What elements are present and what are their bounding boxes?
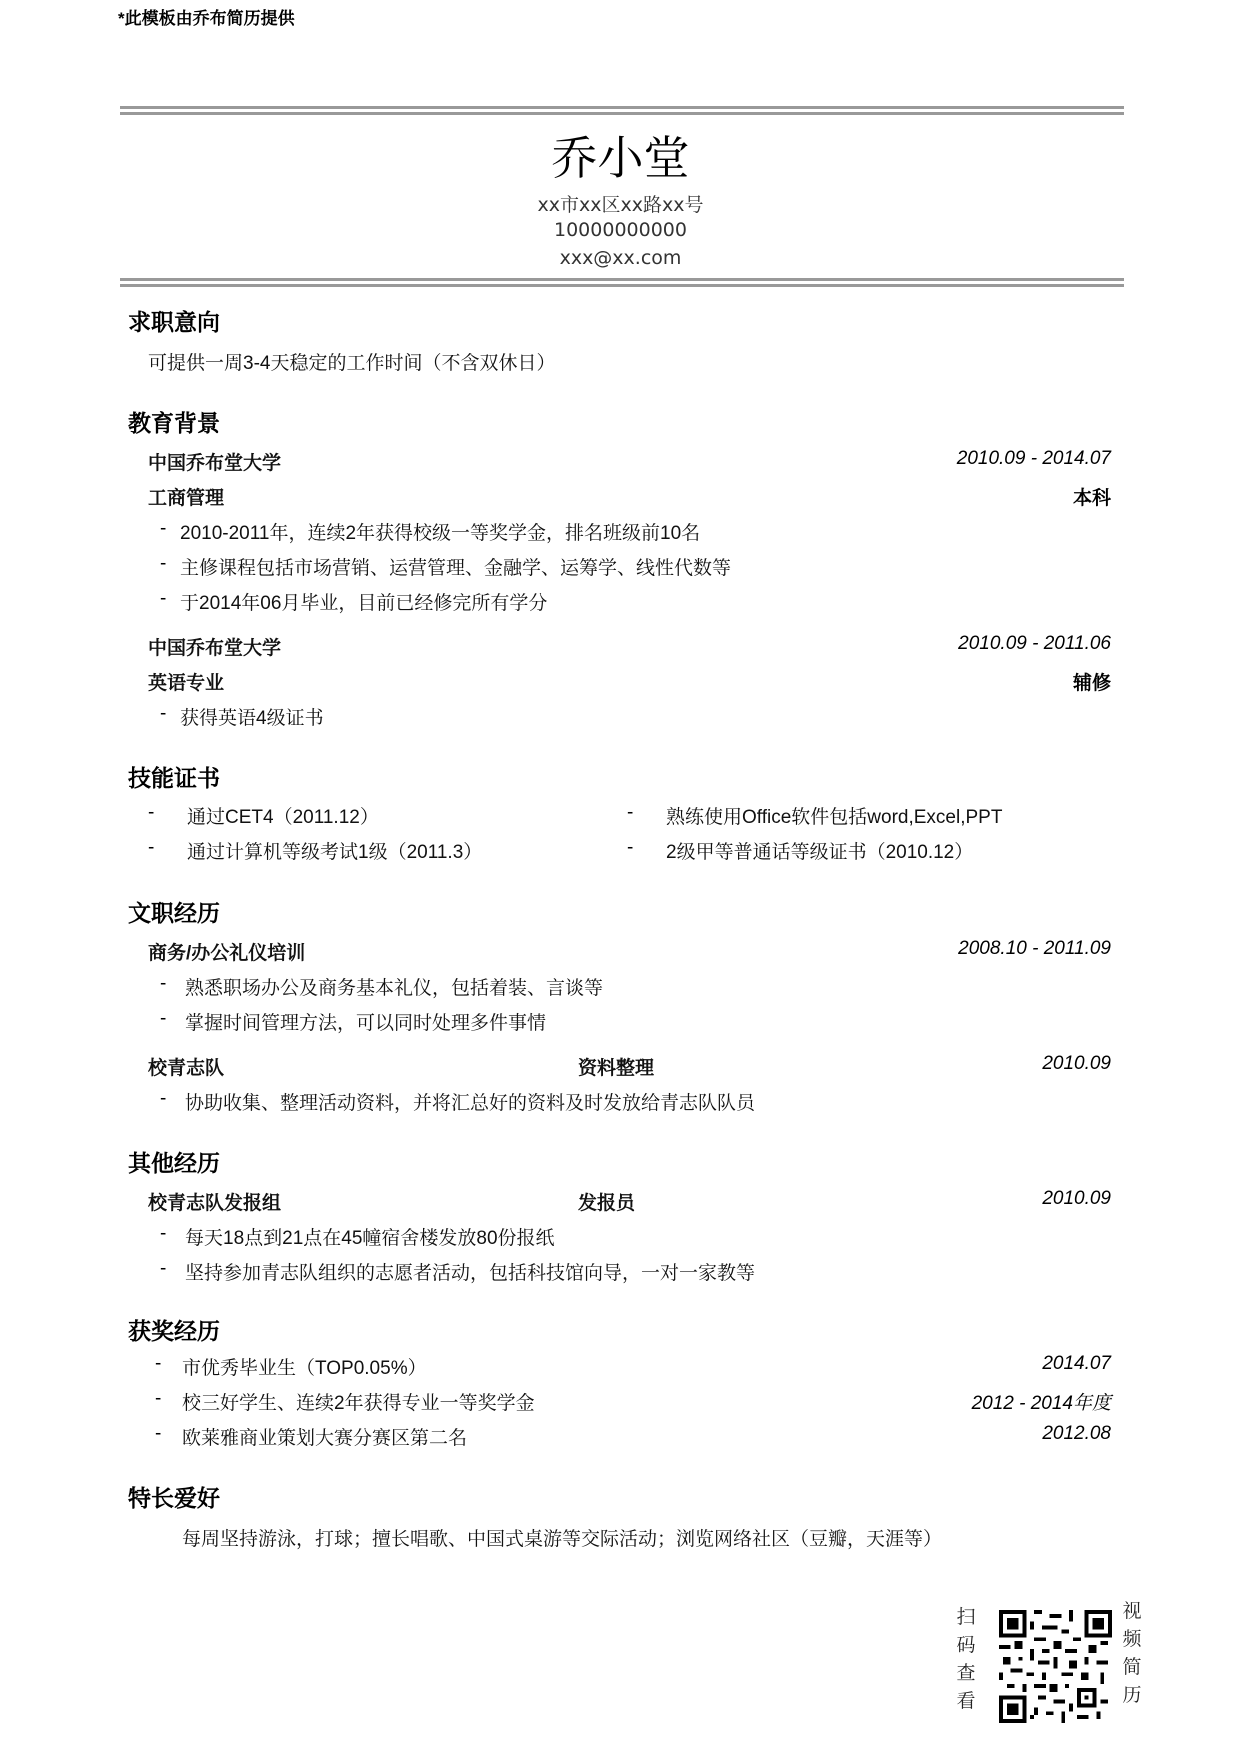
exp-bullet: 每天18点到21点在45幢宿舍楼发放80份报纸 [185,1228,555,1249]
award-item: 校三好学生、连续2年获得专业一等奖学金 [182,1393,535,1414]
exp-org: 校青志队 [148,1058,225,1079]
video-resume-label-char: 频 [1122,1628,1142,1650]
email: xxx@xx.com [559,247,682,269]
bullet-dash: - [160,1088,167,1109]
bullet-dash: - [155,1423,162,1444]
edu-major: 英语专业 [148,673,225,694]
edu-date: 2010.09 - 2014.07 [956,448,1111,469]
edu-bullet: 于2014年06月毕业，目前已经修完所有学分 [180,593,548,614]
phone: 10000000000 [554,219,687,241]
edu-bullet: 主修课程包括市场营销、运营管理、金融学、运筹学、线性代数等 [180,558,732,579]
exp-role: 资料整理 [578,1058,655,1079]
exp-date: 2010.09 [1042,1188,1111,1209]
award-item: 市优秀毕业生（TOP0.05%） [182,1358,427,1379]
template-notice: *此模板由乔布简历提供 [118,9,295,28]
edu-bullet: 获得英语4级证书 [180,708,324,729]
award-item: 欧莱雅商业策划大赛分赛区第二名 [182,1428,468,1449]
video-resume-label-char: 视 [1122,1600,1142,1622]
section-title-clerical: 文职经历 [128,900,220,926]
candidate-name: 乔小堂 [551,131,690,185]
edu-degree: 辅修 [1072,673,1111,694]
skill-item: 通过CET4（2011.12） [187,807,379,828]
exp-date: 2008.10 - 2011.09 [958,938,1111,959]
header-rule-top-1 [120,106,1124,109]
scan-label-char: 查 [956,1662,976,1684]
bullet-dash: - [160,973,167,994]
bullet-dash: - [155,1388,162,1409]
qr-code-icon[interactable] [999,1610,1112,1723]
exp-role: 发报员 [578,1193,636,1214]
section-title-awards: 获奖经历 [128,1318,220,1344]
section-title-skills: 技能证书 [128,765,220,791]
edu-bullet: 2010-2011年，连续2年获得校级一等奖学金，排名班级前10名 [180,523,701,544]
exp-org: 校青志队发报组 [148,1193,282,1214]
bullet-dash: - [148,837,155,858]
bullet-dash: - [627,837,634,858]
edu-school: 中国乔布堂大学 [148,638,282,659]
video-resume-label-char: 简 [1122,1656,1142,1678]
exp-bullet: 坚持参加青志队组织的志愿者活动，包括科技馆向导，一对一家教等 [185,1263,756,1284]
skill-item: 通过计算机等级考试1级（2011.3） [187,842,483,863]
bullet-dash: - [148,802,155,823]
section-title-hobbies: 特长爱好 [128,1485,220,1511]
bullet-dash: - [160,703,167,724]
bullet-dash: - [160,1223,167,1244]
exp-bullet: 掌握时间管理方法，可以同时处理多件事情 [185,1013,547,1034]
edu-school: 中国乔布堂大学 [148,453,282,474]
scan-label-char: 看 [956,1690,976,1712]
section-title-other: 其他经历 [128,1150,220,1176]
bullet-dash: - [155,1353,162,1374]
exp-org: 商务/办公礼仪培训 [148,943,306,964]
bullet-dash: - [160,1258,167,1279]
header-rule-top-2 [120,112,1124,115]
video-resume-label [1121,1597,1143,1709]
scan-label-char: 码 [956,1634,976,1656]
video-resume-label-char: 历 [1122,1684,1142,1706]
bullet-dash: - [627,802,634,823]
header-rule-bottom-1 [120,278,1124,281]
exp-bullet: 协助收集、整理活动资料，并将汇总好的资料及时发放给青志队队员 [185,1093,756,1114]
bullet-dash: - [160,518,167,539]
exp-date: 2010.09 [1042,1053,1111,1074]
bullet-dash: - [160,1008,167,1029]
edu-date: 2010.09 - 2011.06 [958,633,1111,654]
bullet-dash: - [160,553,167,574]
award-date: 2014.07 [1042,1353,1111,1374]
award-date: 2012.08 [1042,1423,1111,1444]
skill-item: 熟练使用Office软件包括word,Excel,PPT [666,807,1003,828]
skill-item: 2级甲等普通话等级证书（2010.12） [666,842,974,863]
exp-bullet: 熟悉职场办公及商务基本礼仪，包括着装、言谈等 [185,978,604,999]
hobbies-text: 每周坚持游泳，打球；擅长唱歌、中国式桌游等交际活动；浏览网络社区（豆瓣，天涯等） [182,1529,943,1550]
edu-major: 工商管理 [148,488,225,509]
scan-label [955,1603,977,1715]
section-title-education: 教育背景 [128,410,220,436]
address: xx市xx区xx路xx号 [537,194,704,216]
award-date: 2012 - 2014年度 [971,1393,1111,1414]
header-rule-bottom-2 [120,284,1124,287]
edu-degree: 本科 [1072,488,1111,509]
scan-label-char: 扫 [956,1606,976,1628]
intent-text: 可提供一周3-4天稳定的工作时间（不含双休日） [148,353,556,374]
bullet-dash: - [160,588,167,609]
section-title-intent: 求职意向 [128,309,220,335]
